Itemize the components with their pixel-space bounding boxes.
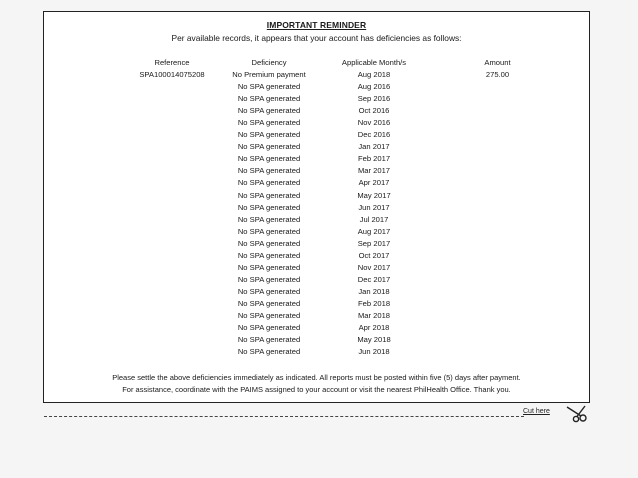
reference-cell xyxy=(132,202,212,214)
footer-instruction: Please settle the above deficiencies immediately as indicated. All reports must be posted within five (5) days after payment. xyxy=(112,373,521,382)
month-cell: Jun 2017 xyxy=(358,202,390,212)
amount-cell xyxy=(470,141,525,153)
reference-cell xyxy=(132,177,212,189)
amount-cell xyxy=(470,81,525,93)
amount-cell xyxy=(470,129,525,141)
reference-cell xyxy=(132,310,212,322)
amount-cell xyxy=(470,93,525,105)
reminder-box xyxy=(43,11,590,403)
column-header-reference: Reference xyxy=(154,58,190,67)
reference-cell xyxy=(132,165,212,177)
reference-cell xyxy=(132,262,212,274)
reference-column xyxy=(132,57,212,358)
deficiency-cell: No SPA generated xyxy=(237,298,301,308)
amount-column xyxy=(470,57,525,358)
deficiency-cell: No SPA generated xyxy=(237,202,301,212)
month-cell: Jul 2017 xyxy=(359,214,389,224)
amount-cell xyxy=(470,274,525,286)
deficiency-cell: No SPA generated xyxy=(237,335,301,345)
cut-here-label: Cut here xyxy=(523,408,550,415)
reference-cell xyxy=(132,238,212,250)
reference-cell xyxy=(132,105,212,117)
deficiency-cell: No SPA generated xyxy=(237,262,301,272)
reference-cell xyxy=(132,153,212,165)
month-column xyxy=(324,57,424,358)
deficiency-cell: No SPA generated xyxy=(237,238,301,248)
column-header-deficiency: Deficiency xyxy=(251,58,287,67)
reference-cell xyxy=(132,93,212,105)
month-cell: Jun 2018 xyxy=(358,347,390,357)
deficiency-cell: No SPA generated xyxy=(237,214,301,224)
reference-cell xyxy=(132,250,212,262)
scissors-icon xyxy=(561,403,589,423)
amount-cell xyxy=(470,334,525,346)
month-cell: Apr 2017 xyxy=(358,178,390,188)
reference-cell xyxy=(132,141,212,153)
column-header-amount: Amount xyxy=(484,58,511,67)
amount-cell xyxy=(470,310,525,322)
amount-cell xyxy=(470,190,525,202)
reference-cell xyxy=(132,190,212,202)
deficiency-cell: No SPA generated xyxy=(237,226,301,236)
month-cell: Feb 2017 xyxy=(357,154,391,164)
amount-cell xyxy=(470,250,525,262)
amount-cell xyxy=(470,117,525,129)
reference-cell xyxy=(132,286,212,298)
reference-cell xyxy=(132,274,212,286)
month-cell: Aug 2017 xyxy=(357,226,391,236)
month-cell: Nov 2016 xyxy=(357,118,391,128)
deficiency-cell: No SPA generated xyxy=(237,274,301,284)
reference-cell xyxy=(132,117,212,129)
month-cell: Apr 2018 xyxy=(358,323,390,333)
deficiency-cell: No SPA generated xyxy=(237,178,301,188)
reference-cell xyxy=(132,322,212,334)
amount-cell xyxy=(470,298,525,310)
reference-cell: SPA100014075208 xyxy=(139,70,205,80)
amount-cell xyxy=(470,202,525,214)
reference-cell xyxy=(132,226,212,238)
column-header-month: Applicable Month/s xyxy=(341,58,407,67)
month-cell: Sep 2016 xyxy=(357,94,391,104)
reference-cell xyxy=(132,334,212,346)
month-cell: Jan 2018 xyxy=(358,286,390,296)
amount-cell: 275.00 xyxy=(485,70,510,80)
amount-cell xyxy=(470,286,525,298)
month-cell: Dec 2016 xyxy=(357,130,391,140)
month-cell: Sep 2017 xyxy=(357,238,391,248)
deficiency-cell: No Premium payment xyxy=(232,70,306,80)
month-cell: Aug 2016 xyxy=(357,82,391,92)
cut-dashed-line xyxy=(44,416,524,417)
amount-cell xyxy=(470,322,525,334)
amount-cell xyxy=(470,226,525,238)
footer-assistance: For assistance, coordinate with the PAIMS assigned to your account or visit the nearest PhilHealth Office. Thank you. xyxy=(122,385,511,394)
reminder-title: IMPORTANT REMINDER xyxy=(266,20,367,30)
amount-cell xyxy=(470,346,525,358)
deficiency-cell: No SPA generated xyxy=(237,286,301,296)
deficiency-cell: No SPA generated xyxy=(237,118,301,128)
deficiency-cell: No SPA generated xyxy=(237,142,301,152)
amount-cell xyxy=(470,238,525,250)
deficiency-cell: No SPA generated xyxy=(237,347,301,357)
deficiency-cell: No SPA generated xyxy=(237,323,301,333)
deficiency-cell: No SPA generated xyxy=(237,190,301,200)
reference-cell xyxy=(132,214,212,226)
month-cell: Oct 2016 xyxy=(358,106,390,116)
deficiency-cell: No SPA generated xyxy=(237,94,301,104)
amount-cell xyxy=(470,165,525,177)
reference-cell xyxy=(132,129,212,141)
deficiency-cell: No SPA generated xyxy=(237,82,301,92)
month-cell: Jan 2017 xyxy=(358,142,390,152)
month-cell: Oct 2017 xyxy=(358,250,390,260)
deficiency-column xyxy=(224,57,314,358)
reference-cell xyxy=(132,81,212,93)
reference-cell xyxy=(132,298,212,310)
month-cell: May 2017 xyxy=(357,190,391,200)
amount-cell xyxy=(470,153,525,165)
amount-cell xyxy=(470,262,525,274)
reference-cell xyxy=(132,346,212,358)
deficiency-cell: No SPA generated xyxy=(237,154,301,164)
deficiency-cell: No SPA generated xyxy=(237,106,301,116)
deficiency-cell: No SPA generated xyxy=(237,166,301,176)
month-cell: Mar 2017 xyxy=(357,166,391,176)
reminder-subtitle: Per available records, it appears that your account has deficiencies as follows: xyxy=(171,33,462,43)
amount-cell xyxy=(470,105,525,117)
month-cell: May 2018 xyxy=(357,335,391,345)
amount-cell xyxy=(470,214,525,226)
month-cell: Dec 2017 xyxy=(357,274,391,284)
month-cell: Mar 2018 xyxy=(357,310,391,320)
month-cell: Feb 2018 xyxy=(357,298,391,308)
deficiency-cell: No SPA generated xyxy=(237,310,301,320)
deficiency-cell: No SPA generated xyxy=(237,250,301,260)
month-cell: Aug 2018 xyxy=(357,70,391,80)
deficiency-cell: No SPA generated xyxy=(237,130,301,140)
month-cell: Nov 2017 xyxy=(357,262,391,272)
amount-cell xyxy=(470,177,525,189)
